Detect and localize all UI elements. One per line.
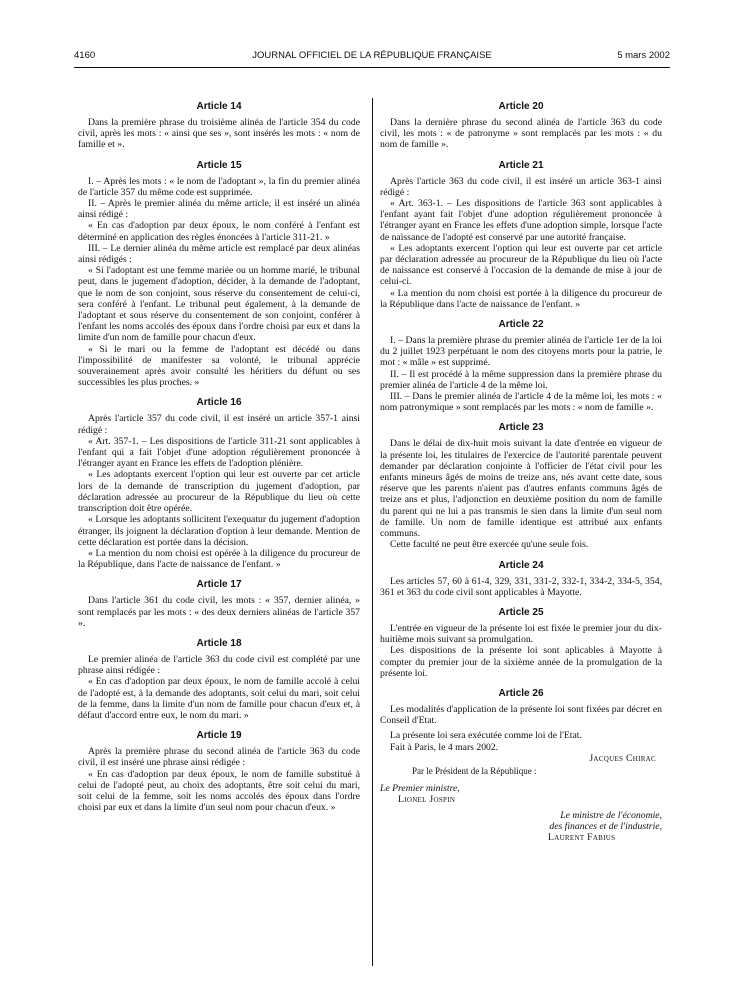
article-title: Article 16 xyxy=(196,397,242,409)
article-paragraph: II. – Il est procédé à la même suppression dans la première phrase du premier alinéa de l'article 4 de la même loi. xyxy=(380,368,662,391)
article-paragraph: Après l'article 357 du code civil, il est inséré un article 357-1 ainsi rédigé : xyxy=(78,413,360,436)
journal-title: JOURNAL OFFICIEL DE LA RÉPUBLIQUE FRANÇAISE xyxy=(252,50,492,61)
article-paragraph: II. – Après le premier alinéa du même article, il est inséré un alinéa ainsi rédigé : xyxy=(78,198,360,221)
article-title: Article 25 xyxy=(498,606,544,618)
minister-signature: Laurent Fabius xyxy=(548,831,616,843)
article-paragraph: « Art. 363-1. – Les dispositions de l'article 363 sont applicables à l'enfant ayant fait l'objet d'une adoption régulièrement prononcée à l'étranger ayant en France les effets d'une adoption simple, lorsque l'acte de naissance de l'adopté est conservé par une autorité française. xyxy=(380,198,662,243)
article-paragraph: Dans la dernière phrase du second alinéa de l'article 363 du code civil, les mots : « de patronyme » sont remplacés par les mots : « du nom de famille ». xyxy=(380,117,662,151)
article-paragraph: I. – Dans la première phrase du premier alinéa de l'article 1er de la loi du 2 juillet 1923 perpétuant le nom des citoyens morts pour la patrie, le mot : « mâle » est supprimé. xyxy=(380,335,662,369)
page-header xyxy=(74,50,670,64)
article-paragraph: « Si le mari ou la femme de l'adoptant est décédé ou dans l'impossibilité de manifester sa volonté, le tribunal apprécie souverainement après avoir consulté les héritiers du défunt ou ses successibles les plus proches. » xyxy=(78,343,360,389)
article-paragraph: « Si l'adoptant est une femme mariée ou un homme marié, le tribunal peut, dans le jugement d'adoption, décider, à la demande de l'adoptant, que le nom de son conjoint, sous réserve du consentement de celui-ci, sera conféré à l'enfant. Le tribunal peut également, à la demande de l'adoptant et sous réserve du consentement de son conjoint, conférer à l'enfant les noms accolés des époux dans l'ordre choisi par eux et dans la limite d'un nom de famille pour chacun d'eux. xyxy=(78,265,360,344)
article-paragraph: « Art. 357-1. – Les dispositions de l'article 311-21 sont applicables à l'enfant qui a fait l'objet d'une adoption régulièrement prononcée à l'étranger ayant en France les effets de l'adoption plénière. xyxy=(78,435,360,470)
minister-title: Le ministre de l'économie, xyxy=(560,809,662,821)
article-title: Article 20 xyxy=(498,101,544,112)
minister-title: des finances et de l'industrie, xyxy=(549,820,662,832)
article-paragraph: Cette faculté ne peut être exercée qu'une seule fois. xyxy=(390,539,589,551)
article-paragraph: Les modalités d'application de la présente loi sont fixées par décret en Conseil d'Etat. xyxy=(380,703,662,727)
article-paragraph: Dans le délai de dix-huit mois suivant la date d'entrée en vigueur de la présente loi, les titulaires de l'exercice de l'autorité parentale peuvent demander par déclaration conjointe à l'officier de l'état civil pour les enfants mineurs âgés de moins de treize ans, nés avant cette date, sous réserve que les parents n'aient pas d'autres enfants communs âgés de treize ans et plus, l'adjonction en deuxième position du nom de famille du parent qui ne lui a pas transmis le sien dans la limite d'un seul nom de famille. Un nom de famille identique est attribué aux enfants communs. xyxy=(380,438,662,540)
article-paragraph: Le premier alinéa de l'article 363 du code civil est complété par une phrase ainsi rédigée : xyxy=(78,653,360,677)
article-paragraph: « Les adoptants exercent l'option qui leur est ouverte par cet article par déclaration adressée au procureur de la République du lieu où l'acte de naissance est conservé à l'occasion de la demande de mise à jour de celui-ci. xyxy=(380,242,662,288)
article-paragraph: « En cas d'adoption par deux époux, le nom de famille accolé à celui de l'adopté est, à la demande des adoptants, soit celui du mari, soit celui de la femme, dans la limite d'un nom de famille pour chacun d'eux et, à défaut d'accord entre eux, le nom du mari. » xyxy=(78,676,360,721)
article-paragraph: « La mention du nom choisi est opérée à la diligence du procureur de la République, dans l'acte de naissance de l'enfant. » xyxy=(78,547,360,571)
article-title: Article 24 xyxy=(498,559,544,571)
article-paragraph: Dans la première phrase du troisième alinéa de l'article 354 du code civil, après les mots : « ainsi que ses », sont insérés les mots : « nom de famille et ». xyxy=(78,117,360,151)
page-number: 4160 xyxy=(74,50,96,61)
article-title: Article 18 xyxy=(196,637,242,649)
article-paragraph: Dans l'article 361 du code civil, les mots : « 357, dernier alinéa, » sont remplacés par les mots : « des deux derniers alinéas de l'article 357 ». xyxy=(78,595,360,629)
issue-date: 5 mars 2002 xyxy=(617,50,670,61)
article-paragraph: « La mention du nom choisi est portée à la diligence du procureur de la République dans l'acte de naissance de l'enfant. » xyxy=(380,287,662,310)
article-title: Article 22 xyxy=(498,319,544,331)
article-title: Article 21 xyxy=(498,159,544,171)
prime-minister-signature: Lionel Jospin xyxy=(398,794,456,806)
execution-clause: La présente loi sera exécutée comme loi de l'Etat. xyxy=(390,730,582,742)
column-divider xyxy=(372,98,373,966)
president-signature: Jacques Chirac xyxy=(589,752,656,764)
right-column xyxy=(380,101,662,843)
article-title: Article 14 xyxy=(196,101,242,112)
article-title: Article 23 xyxy=(498,422,544,434)
article-paragraph: « Les adoptants exercent l'option qui leur est ouverte par cet article lors de la demande de transcription du jugement d'adoption, par déclaration adressée au procureur de la République du lieu où cette transcription doit être opérée. xyxy=(78,469,360,515)
article-paragraph: L'entrée en vigueur de la présente loi est fixée le premier jour du dix-huitième mois suivant sa promulgation. xyxy=(380,622,662,646)
article-paragraph: Les articles 57, 60 à 61-4, 329, 331, 331-2, 332-1, 334-2, 334-5, 354, 361 et 363 du code civil sont applicables à Mayotte. xyxy=(380,575,662,598)
article-title: Article 17 xyxy=(196,579,242,591)
article-paragraph: Après l'article 363 du code civil, il est inséré un article 363-1 ainsi rédigé : xyxy=(380,175,662,198)
place-date: Fait à Paris, le 4 mars 2002. xyxy=(390,741,499,753)
by-president: Par le Président de la République : xyxy=(412,765,537,776)
article-paragraph: « Lorsque les adoptants sollicitent l'exequatur du jugement d'adoption étranger, ils joignent la déclaration d'option à leur demande. Mention de cette déclaration est portée dans la décision. xyxy=(78,514,360,548)
article-title: Article 26 xyxy=(498,687,544,699)
article-paragraph: Les dispositions de la présente loi sont aplicables à Mayotte à compter du premier jour de la sixième année de la promulgation de la présente loi. xyxy=(380,645,662,679)
prime-minister-title: Le Premier ministre, xyxy=(380,783,460,795)
left-column xyxy=(78,101,360,813)
article-paragraph: Après la première phrase du second alinéa de l'article 363 du code civil, il est inséré une phrase ainsi rédigée : xyxy=(78,746,360,769)
article-paragraph: « En cas d'adoption par deux époux, le nom conféré à l'enfant est déterminé en application des règles énoncées à l'article 311-21. » xyxy=(78,220,360,243)
article-title: Article 19 xyxy=(196,730,242,742)
header-rule xyxy=(74,67,670,68)
article-paragraph: « En cas d'adoption par deux époux, le nom de famille substitué à celui de l'adopté peut, au choix des adoptants, être soit celui du mari, soit celui de la femme, soit les noms accolés des époux dans l'ordre choisi par eux et dans la limite d'un seul nom pour chacun d'eux. » xyxy=(78,768,360,814)
article-paragraph: III. – Le dernier alinéa du même article est remplacé par deux alinéas ainsi rédigés : xyxy=(78,242,360,266)
article-paragraph: I. – Après les mots : « le nom de l'adoptant », la fin du premier alinéa de l'article 357 du même code est supprimée. xyxy=(78,175,360,198)
article-title: Article 15 xyxy=(196,159,242,171)
article-paragraph: III. – Dans le premier alinéa de l'article 4 de la même loi, les mots : « nom patronymique » sont remplacés par les mots : « nom de famille ». xyxy=(380,391,662,414)
